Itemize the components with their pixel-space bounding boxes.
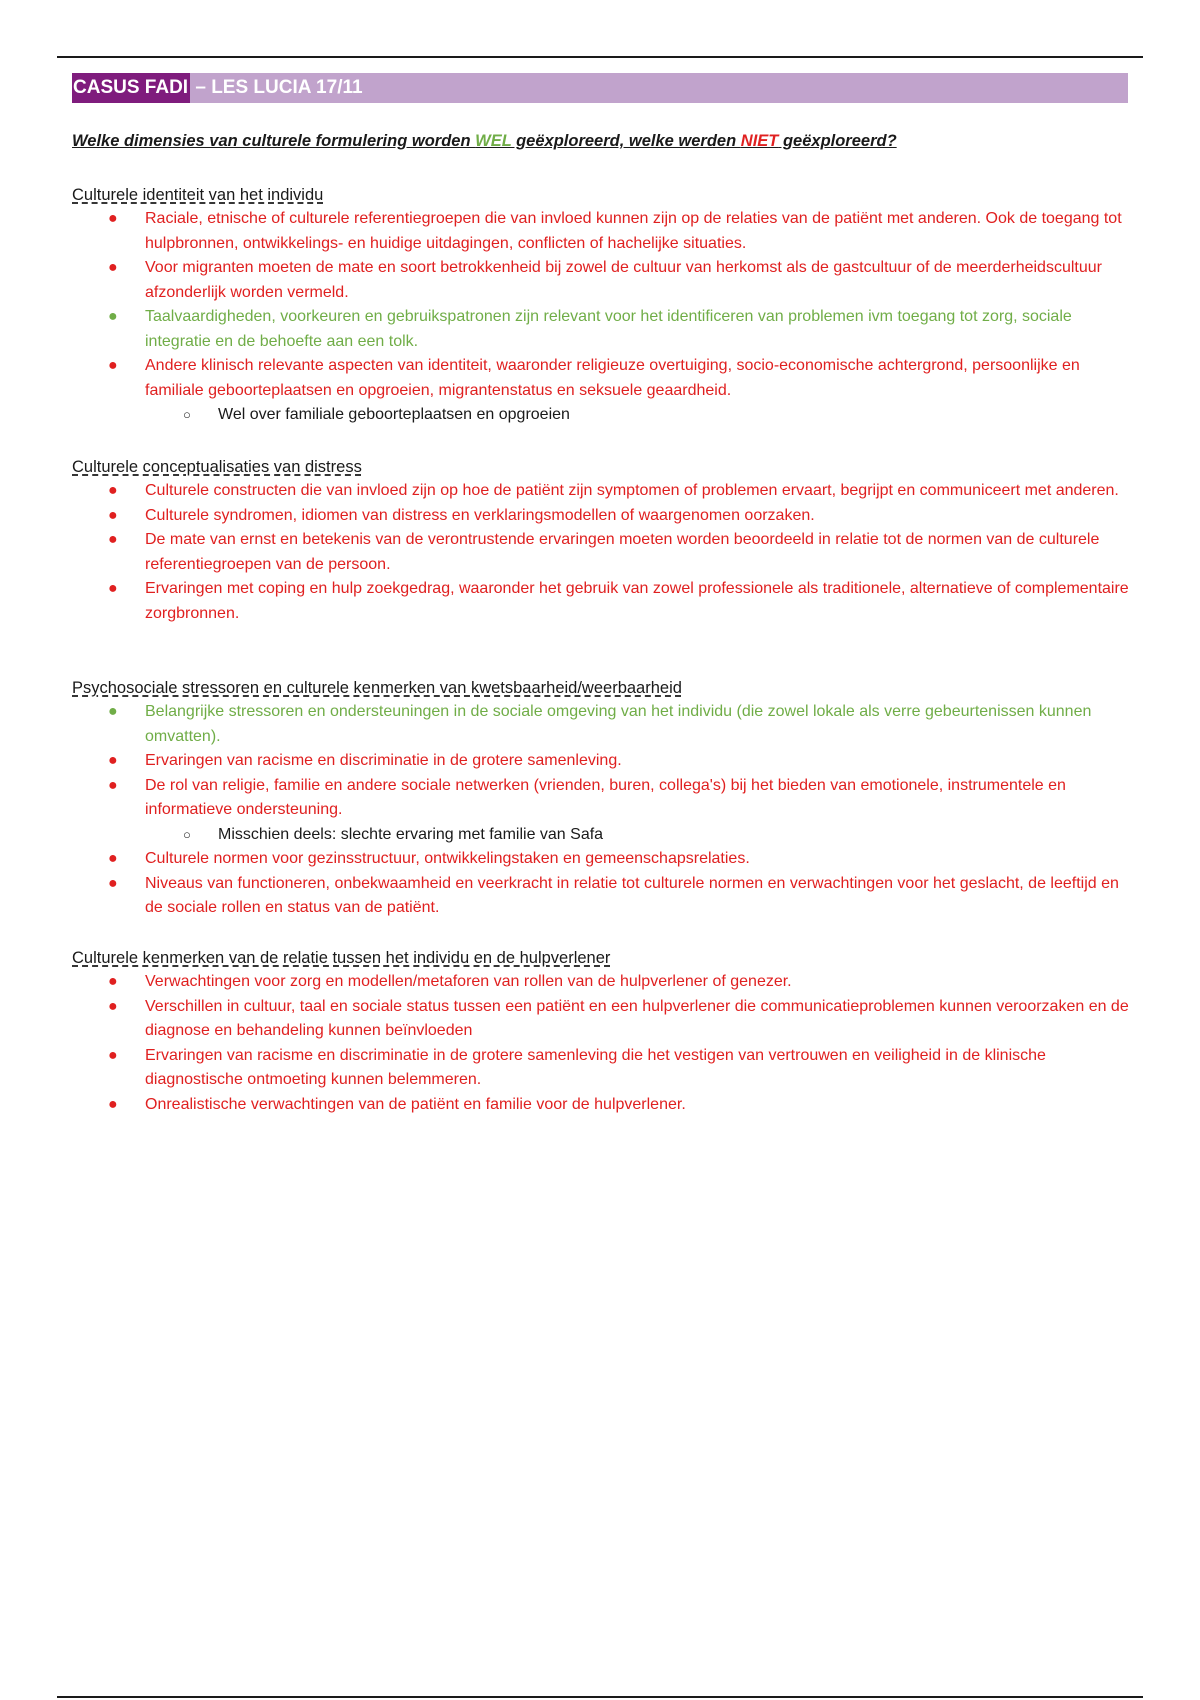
- section-heading: Psychosociale stressoren en culturele kenmerken van kwetsbaarheid/weerbaarheid: [72, 679, 682, 697]
- item-text: De rol van religie, familie en andere sociale netwerken (vrienden, buren, collega's) bij het bieden van emotionele, instrumentele en informatieve ondersteuning.: [145, 776, 1066, 818]
- title-les: – LES LUCIA 17/11: [190, 77, 363, 98]
- bullet-icon: ●: [108, 482, 118, 499]
- bullet-icon: ●: [108, 506, 118, 524]
- bullet-icon: ●: [108, 850, 118, 867]
- bottom-rule: [57, 1696, 1143, 1698]
- item-text: Verschillen in cultuur, taal en sociale status tussen een patiënt en een hulpverlener die communicatieproblemen kunnen veroorzaken en de diagnose en behandeling kunnen beïnvloeden: [145, 997, 1129, 1039]
- item-text: Culturele constructen die van invloed zijn op hoe de patiënt zijn symptomen of problemen ervaart, begrijpt en communiceert met anderen.: [145, 482, 1119, 499]
- bullet-icon: ●: [108, 531, 118, 548]
- item-text: Ervaringen met coping en hulp zoekgedrag, waaronder het gebruik van zowel professionele als traditionele, alternatieve of complementaire zorgbronnen.: [145, 580, 1129, 622]
- item-text: Niveaus van functioneren, onbekwaamheid en veerkracht in relatie tot culturele normen en verwachtingen voor het geslacht, de leeftijd en de sociale rollen en status van de patiënt.: [145, 874, 1119, 916]
- item-text: Andere klinisch relevante aspecten van identiteit, waaronder religieuze overtuiging, socio-economische achtergrond, persoonlijke en familiale geboorteplaatsen en opgroeien, migrantenstatus en seksuele geaardheid.: [145, 357, 1080, 399]
- item-text: Voor migranten moeten de mate en soort betrokkenheid bij zowel de cultuur van herkomst als de gastcultuur of de meerderheidscultuur afzonderlijk worden vermeld.: [145, 259, 1102, 301]
- item-text: De mate van ernst en betekenis van de verontrustende ervaringen moeten worden beoordeeld in relatie tot de normen van de culturele referentiegroepen van de persoon.: [145, 531, 1100, 573]
- item-text: Onrealistische verwachtingen van de patiënt en familie voor de hulpverlener.: [145, 1095, 686, 1113]
- item-text: Culturele syndromen, idiomen van distress en verklaringsmodellen of waargenomen oorzaken.: [145, 506, 815, 524]
- section-psychosociale-stressoren: [72, 676, 1132, 921]
- list-item: [72, 207, 1132, 256]
- list-item: [72, 700, 1132, 749]
- bullet-icon: ●: [108, 776, 118, 794]
- bullet-icon: ●: [108, 210, 118, 227]
- list-item: [72, 577, 1132, 626]
- question-after: geëxploreerd?: [778, 132, 897, 150]
- list-item: [72, 872, 1132, 921]
- item-text: Verwachtingen voor zorg en modellen/metaforen van rollen van de hulpverlener of genezer.: [145, 973, 792, 990]
- section-heading: Culturele kenmerken van de relatie tussen het individu en de hulpverlener: [72, 949, 611, 967]
- bullet-icon: ●: [108, 703, 118, 720]
- bullet-icon: ●: [108, 308, 118, 325]
- sub-list-item: [72, 403, 1132, 428]
- list-item: [72, 847, 1132, 872]
- bullet-list: [72, 207, 1132, 428]
- circle-bullet-icon: ○: [183, 407, 191, 422]
- sub-list-item: [72, 823, 1132, 848]
- section-conceptualisaties-distress: [72, 455, 1132, 626]
- section-relatie-hulpverlener: [72, 946, 1132, 1117]
- section-heading: Culturele conceptualisaties van distress: [72, 458, 362, 476]
- bullet-icon: ●: [108, 874, 118, 892]
- list-item: [72, 749, 1132, 774]
- title-bar: [72, 73, 1128, 103]
- item-text: Misschien deels: slechte ervaring met familie van Safa: [218, 825, 604, 843]
- item-text: Wel over familiale geboorteplaatsen en opgroeien: [218, 406, 570, 423]
- list-item: [72, 354, 1132, 403]
- item-text: Ervaringen van racisme en discriminatie in de grotere samenleving die het vestigen van vertrouwen en veiligheid in de klinische diagnostische ontmoeting kunnen belemmeren.: [145, 1046, 1046, 1088]
- list-item: [72, 305, 1132, 354]
- question-niet: NIET: [740, 132, 779, 150]
- item-text: Ervaringen van racisme en discriminatie in de grotere samenleving.: [145, 752, 622, 769]
- bullet-icon: ●: [108, 752, 118, 769]
- item-text: Raciale, etnische of culturele referentiegroepen die van invloed kunnen zijn op de relaties van de patiënt met anderen. Ook de toegang tot hulpbronnen, ontwikkelings- en huidige uitdagingen, conflicten of hachelijke situaties.: [145, 210, 1122, 252]
- question-heading: [72, 132, 897, 151]
- bullet-list: [72, 479, 1132, 626]
- list-item: [72, 970, 1132, 995]
- bullet-icon: ●: [108, 580, 118, 597]
- bullet-list: [72, 970, 1132, 1117]
- circle-bullet-icon: ○: [183, 826, 191, 842]
- list-item: [72, 479, 1132, 504]
- bullet-icon: ●: [108, 997, 118, 1015]
- item-text: Belangrijke stressoren en ondersteuningen in de sociale omgeving van het individu (die zowel lokale als verre gebeurtenissen kunnen omvatten).: [145, 703, 1092, 745]
- title-casus: CASUS FADI: [72, 73, 190, 103]
- list-item: [72, 1044, 1132, 1093]
- bullet-icon: ●: [108, 973, 118, 990]
- section-culturele-identiteit: [72, 183, 1132, 428]
- question-middle: geëxploreerd, welke werden: [511, 132, 741, 150]
- question-before: Welke dimensies van culturele formulering worden: [72, 132, 476, 150]
- bullet-icon: ●: [108, 1046, 118, 1064]
- bullet-icon: ●: [108, 1095, 118, 1113]
- list-item: [72, 256, 1132, 305]
- item-text: Culturele normen voor gezinsstructuur, ontwikkelingstaken en gemeenschapsrelaties.: [145, 850, 750, 867]
- list-item: [72, 995, 1132, 1044]
- list-item: [72, 504, 1132, 529]
- list-item: [72, 774, 1132, 823]
- section-heading: Culturele identiteit van het individu: [72, 186, 324, 204]
- item-text: Taalvaardigheden, voorkeuren en gebruikspatronen zijn relevant voor het identificeren van problemen ivm toegang tot zorg, sociale integratie en de behoefte aan een tolk.: [145, 308, 1072, 350]
- bullet-icon: ●: [108, 357, 118, 374]
- bullet-icon: ●: [108, 259, 118, 276]
- question-wel: WEL: [475, 132, 512, 150]
- top-rule: [57, 56, 1143, 58]
- bullet-list: [72, 700, 1132, 921]
- list-item: [72, 1093, 1132, 1118]
- list-item: [72, 528, 1132, 577]
